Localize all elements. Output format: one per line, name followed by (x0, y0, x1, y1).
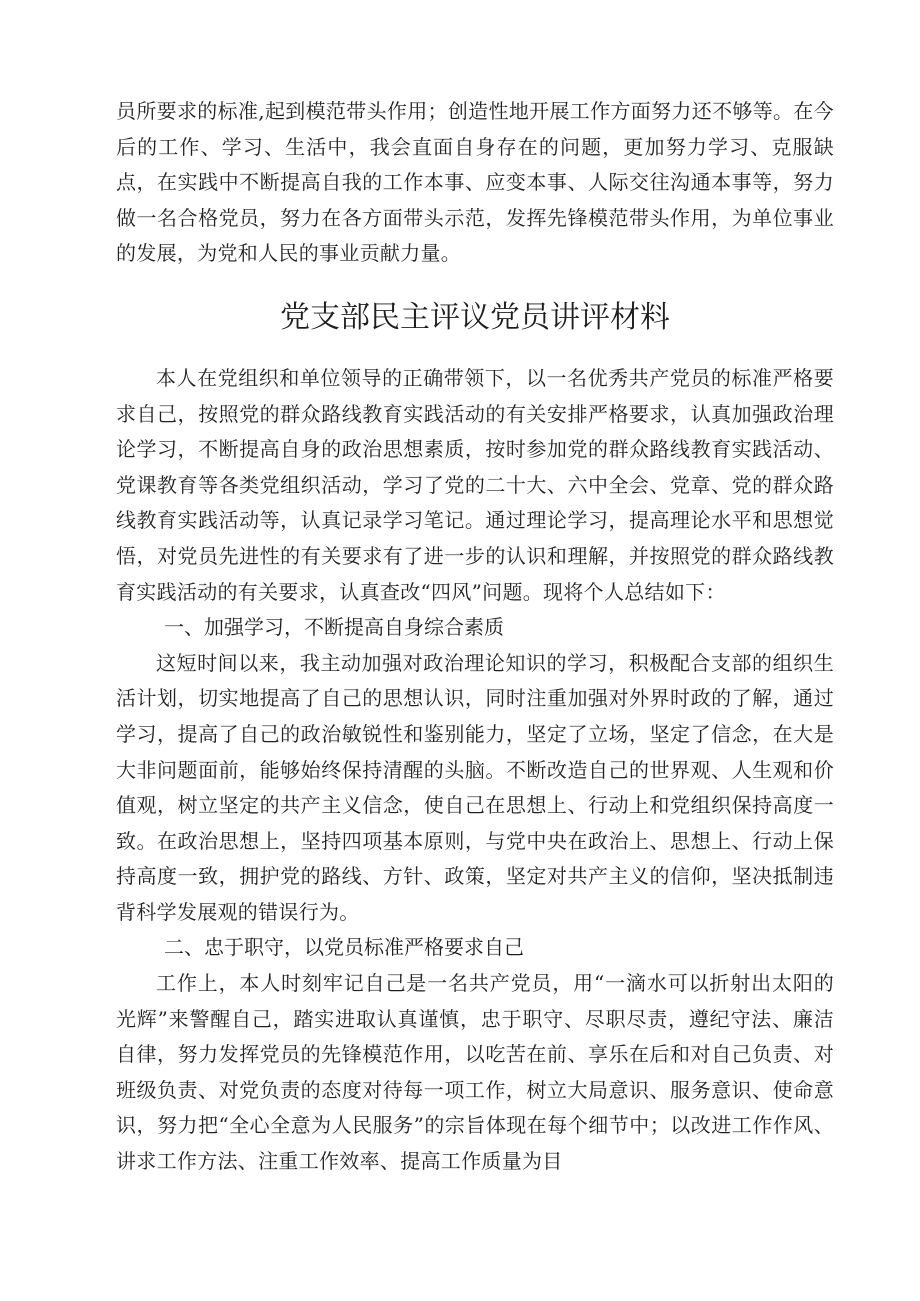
section-1-paragraph: 这短时间以来，我主动加强对政治理论知识的学习，积极配合支部的组织生活计划，切实地提高了自己的思想认识，同时注重加强对外界时政的了解，通过学习，提高了自己的政治敏锐性和鉴别能力，坚定了立场，坚定了信念，在大是大非问题面前，能够始终保持清醒的头脑。不断改造自己的世界观、人生观和价值观，树立坚定的共产主义信念，使自己在思想上、行动上和党组织保持高度一致。在政治思想上，坚持四项基本原则，与党中央在政治上、思想上、行动上保持高度一致，拥护党的路线、方针、政策，坚定对共产主义的信仰，坚决抵制违背科学发展观的错误行为。 (116, 650, 834, 924)
intro-paragraph: 本人在党组织和单位领导的正确带领下，以一名优秀共产党员的标准严格要求自己，按照党的群众路线教育实践活动的有关安排严格要求，认真加强政治理论学习，不断提高自身的政治思想素质，按时参加党的群众路线教育实践活动、党课教育等各类党组织活动，学习了党的二十大、六中全会、党章、党的群众路线教育实践活动等，认真记录学习笔记。通过理论学习，提高理论水平和思想觉悟，对党员先进性的有关要求有了进一步的认识和理解，并按照党的群众路线教育实践活动的有关要求，认真查改“四风”问题。现将个人总结如下： (116, 365, 834, 604)
continuation-paragraph: 员所要求的标准,起到模范带头作用；创造性地开展工作方面努力还不够等。在今后的工作、学习、生活中，我会直面自身存在的问题，更加努力学习、克服缺点，在实践中不断提高自我的工作本事、应变本事、人际交往沟通本事等，努力做一名合格党员，努力在各方面带头示范，发挥先锋模范带头作用，为单位事业的发展，为党和人民的事业贡献力量。 (116, 99, 834, 266)
section-2-heading: 二、忠于职守，以党员标准严格要求自己 (164, 935, 524, 960)
section-1-heading: 一、加强学习，不断提高自身综合素质 (164, 615, 504, 640)
section-2-paragraph: 工作上，本人时刻牢记自己是一名共产党员，用“一滴水可以折射出太阳的光辉”来警醒自己，踏实进取认真谨慎，忠于职守、尽职尽责，遵纪守法、廉洁自律，努力发挥党员的先锋模范作用，以吃苦在前、享乐在后和对自己负责、对班级负责、对党负责的态度对待每一项工作，树立大局意识、服务意识、使命意识，努力把“全心全意为人民服务”的宗旨体现在每个细节中；以改进工作作风、讲求工作方法、注重工作效率、提高工作质量为目 (116, 971, 834, 1174)
document-title: 党支部民主评议党员讲评材料 (280, 299, 670, 335)
document-page (116, 94, 834, 1180)
